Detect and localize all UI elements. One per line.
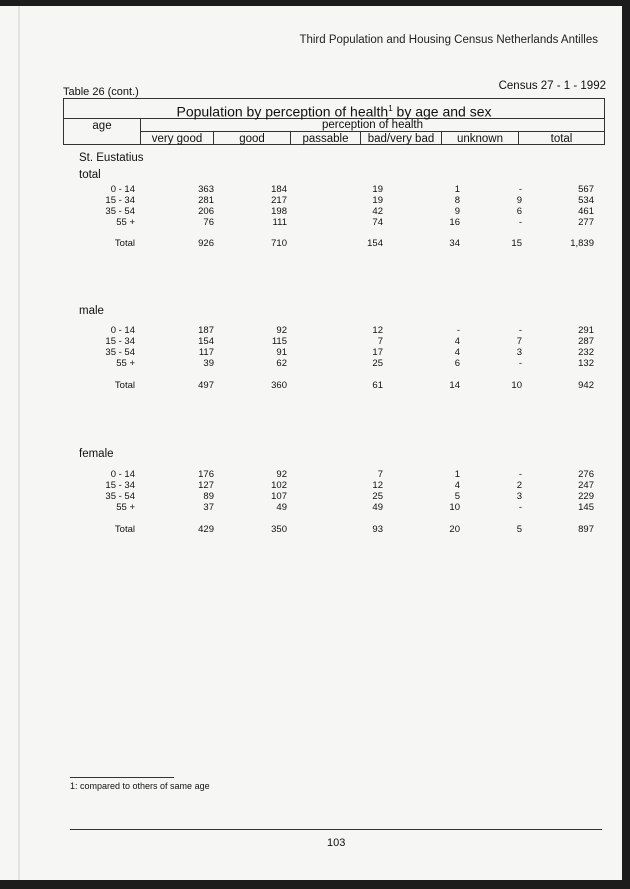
column-header-unknown: unknown [442, 132, 519, 144]
table-row: 35 - 54 89 107 25 5 3 229 [105, 491, 594, 502]
table-total-row: Total 497 360 61 14 10 942 [114, 380, 594, 391]
page-edge [18, 6, 20, 880]
census-date: Census 27 - 1 - 1992 [498, 80, 606, 92]
table-row: 35 - 54 117 91 17 4 3 232 [105, 347, 594, 358]
table-row: 15 - 34 281 217 19 8 9 534 [105, 195, 594, 206]
table-row: 35 - 54 206 198 42 9 6 461 [105, 206, 594, 217]
table-label: Table 26 (cont.) [63, 86, 139, 98]
bottom-rule [70, 829, 602, 830]
footnote-marker: 1 [388, 104, 393, 113]
table-total-row: Total 429 350 93 20 5 897 [114, 524, 594, 535]
column-group-perception: perception of health [141, 118, 604, 132]
column-header-passable: passable [291, 132, 361, 144]
footnote: 1: compared to others of same age [70, 781, 210, 791]
column-header-bad-very-bad: bad/very bad [361, 132, 442, 144]
table-title-text: Population by perception of health [176, 103, 389, 120]
table-row: 0 - 14 187 92 12 - - 291 [110, 325, 594, 336]
table-row: 0 - 14 363 184 19 1 - 567 [110, 184, 594, 195]
column-header-age: age [64, 118, 141, 144]
column-header-total: total [550, 133, 573, 145]
table-row: 55 + 39 62 25 6 - 132 [116, 358, 594, 369]
table-total-row: Total 926 710 154 34 15 1,839 [114, 238, 594, 249]
column-header-very-good: very good [141, 132, 214, 144]
section-label-female: female [79, 448, 114, 460]
column-header-row [63, 118, 605, 145]
section-label-st-eustatius: St. Eustatius total [79, 152, 144, 181]
table-row: 0 - 14 176 92 7 1 - 276 [110, 469, 594, 480]
table-title [63, 98, 605, 119]
table-row: 15 - 34 154 115 7 4 7 287 [105, 336, 594, 347]
column-header-good: good [214, 132, 291, 144]
page-number: 103 [327, 837, 346, 849]
table-title-suffix: by age and sex [392, 103, 492, 120]
table-row: 15 - 34 127 102 12 4 2 247 [105, 480, 594, 491]
table-row: 55 + 76 111 74 16 - 277 [116, 217, 594, 228]
running-head: Third Population and Housing Census Netherlands Antilles [299, 34, 598, 46]
footnote-rule [70, 777, 174, 778]
table-row: 55 + 37 49 49 10 - 145 [116, 502, 594, 513]
section-label-male: male [79, 305, 104, 317]
